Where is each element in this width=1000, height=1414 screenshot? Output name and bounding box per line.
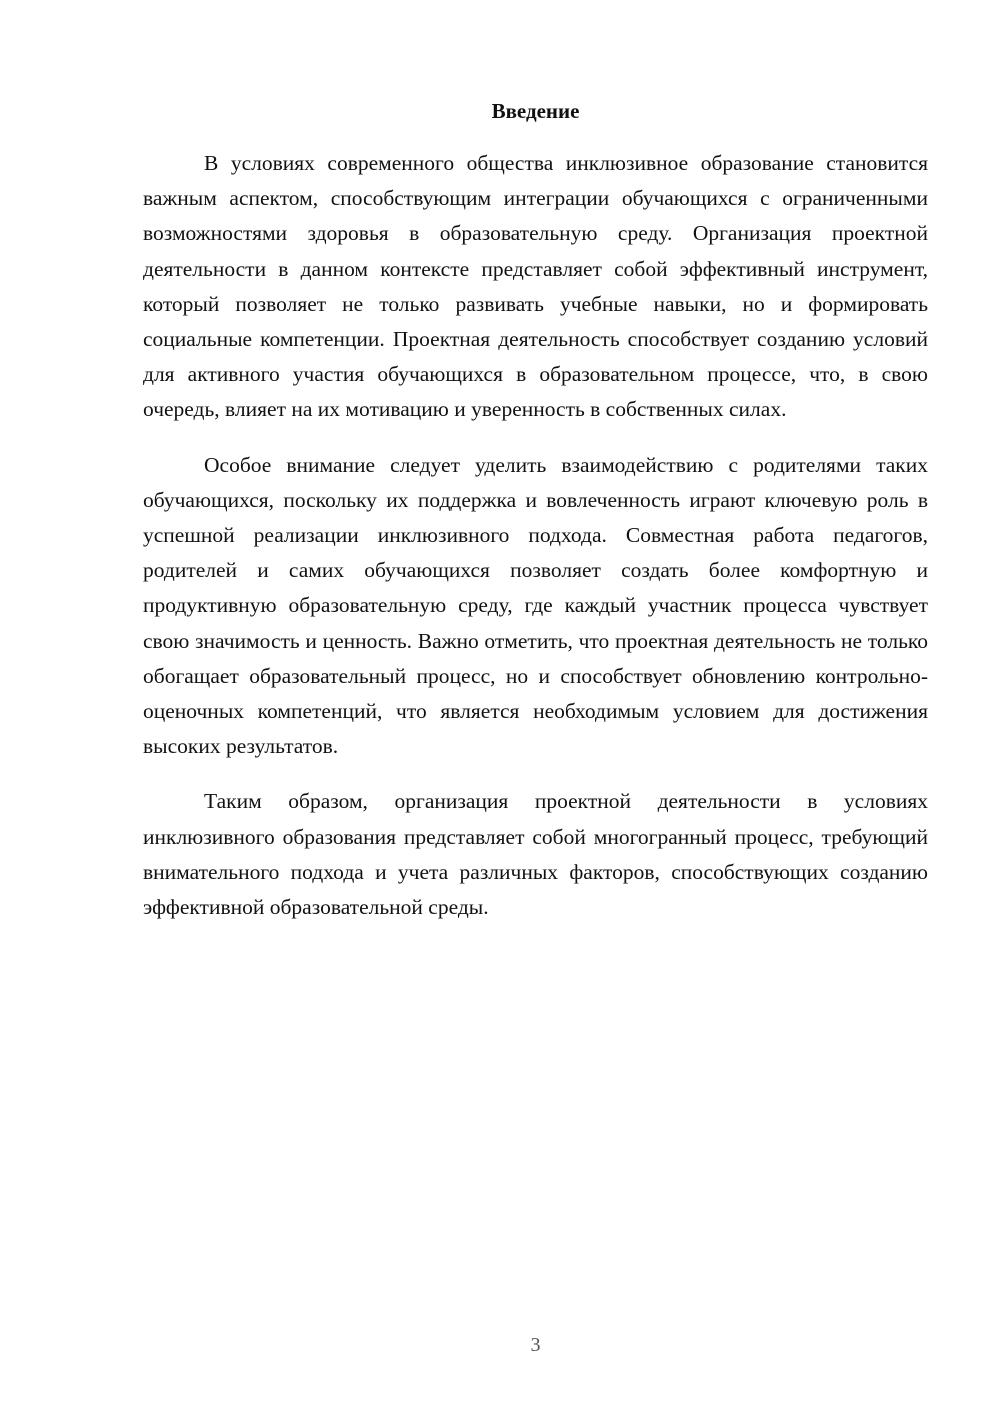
page-content xyxy=(143,96,928,945)
paragraph-3: Таким образом, организация проектной деятельности в условиях инклюзивного образования представляет собой многогранный процесс, требующий внимательного подхода и учета различных факторов, способствующих созданию эффективной образовательной среды. xyxy=(143,789,928,920)
paragraph-1: В условиях современного общества инклюзивное образование становится важным аспектом, способствующим интеграции обучающихся с ограниченными возможностями здоровья в образовательную среду. Организация проектной деятельности в данном контексте представляет собой эффективный инструмент, который позволяет не только развивать учебные навыки, но и формировать социальные компетенции. Проектная деятельность способствует созданию условий для активного участия обучающихся в образовательном процессе, что, в свою очередь, влияет на их мотивацию и уверенность в собственных силах. xyxy=(143,151,928,422)
page-number: 3 xyxy=(530,1334,541,1356)
paragraph-2: Особое внимание следует уделить взаимодействию с родителями таких обучающихся, поскольку их поддержка и вовлеченность играют ключевую роль в успешной реализации инклюзивного подхода. Совместная работа педагогов, родителей и самих обучающихся позволяет создать более комфортную и продуктивную образовательную среду, где каждый участник процесса чувствует свою значимость и ценность. Важно отметить, что проектная деятельность не только обогащает образовательный процесс, но и способствует обновлению контрольно-оценочных компетенций, что является необходимым условием для достижения высоких результатов. xyxy=(143,452,928,759)
section-title: Введение xyxy=(491,99,580,123)
